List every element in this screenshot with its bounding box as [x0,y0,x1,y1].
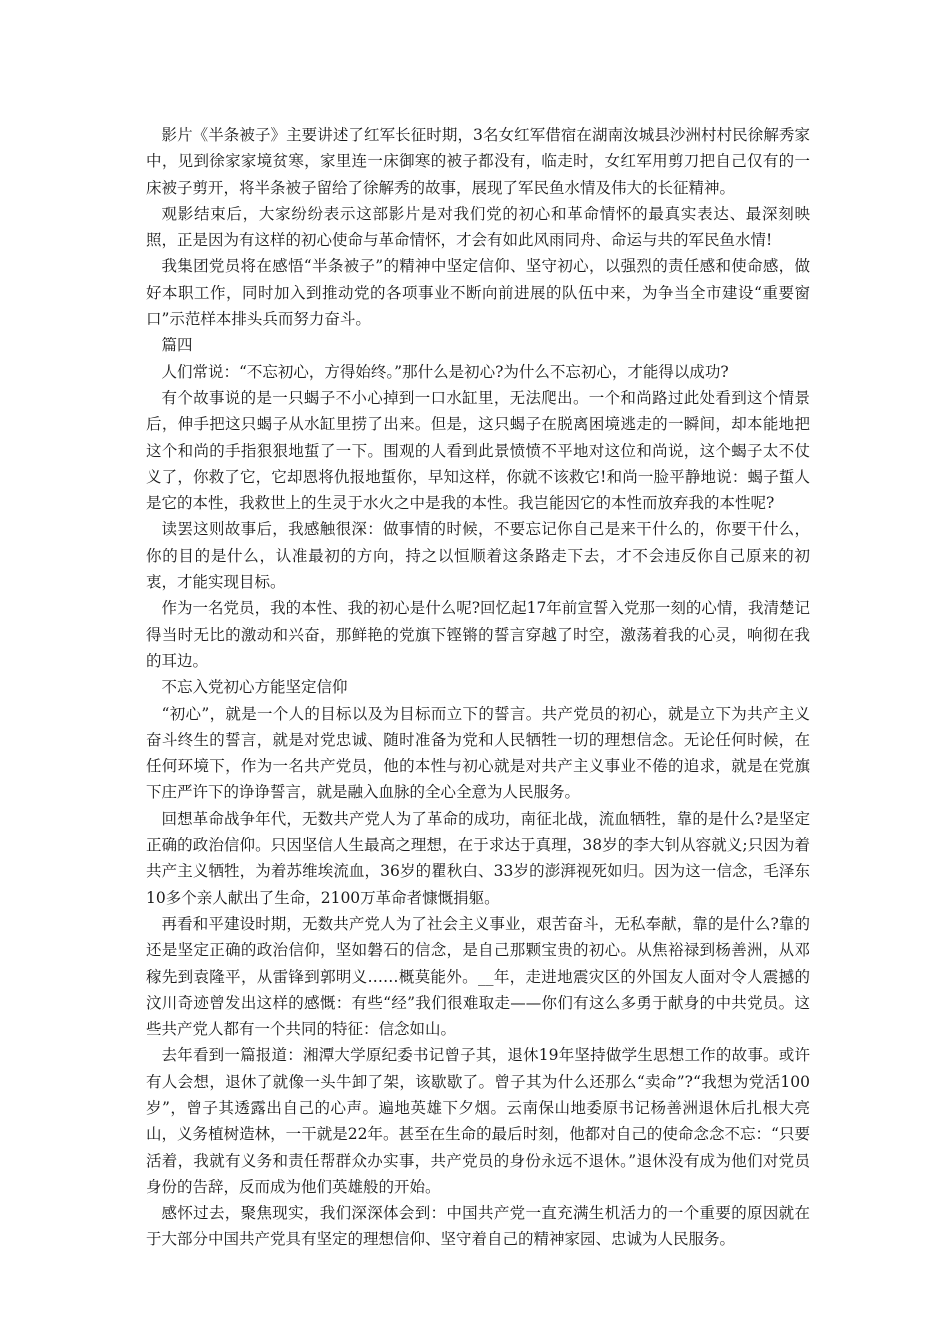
paragraph-film-summary: 影片《半条被子》主要讲述了红军长征时期，3名女红军借宿在湖南汝城县沙洲村村民徐解秀家中，见到徐家家境贫寒，家里连一床御寒的被子都没有，临走时，女红军用剪刀把自己仅有的一床被子剪开，将半条被子留给了徐解秀的故事，展现了军民鱼水情及伟大的长征精神。 [146,126,810,197]
paragraph-party-member: 作为一名党员，我的本性、我的初心是什么呢?回忆起17年前宣誓入党那一刻的心情，我清楚记得当时无比的激动和兴奋，那鲜艳的党旗下铿锵的誓言穿越了时空，激荡着我的心灵，响彻在我的耳边。 [146,599,810,670]
document-body [146,122,810,1253]
paragraph-definition-original-intention: “初心”，就是一个人的目标以及为目标而立下的誓言。共产党员的初心，就是立下为共产主义奋斗终生的誓言，就是对党忠诚、随时准备为党和人民牺牲一切的理想信念。无论任何时候，在任何环境下，作为一名共产党员，他的本性与初心就是对共产主义事业不倦的追求，就是在党旗下庄严许下的诤诤誓言，就是融入血脉的全心全意为人民服务。 [146,704,810,802]
section-heading-part-four: 篇四 [161,336,193,355]
paragraph-after-viewing: 观影结束后，大家纷纷表示这部影片是对我们党的初心和革命情怀的最真实表达、最深刻映照，正是因为有这样的初心使命与革命情怀，才会有如此风雨同舟、命运与共的军民鱼水情! [146,204,810,250]
paragraph-reflection: 读罢这则故事后，我感触很深：做事情的时候，不要忘记你自己是来干什么的，你要干什么，你的目的是什么，认准最初的方向，持之以恒顺着这条路走下去，才不会违反你自己原来的初衷，才能实现目标。 [146,520,810,592]
paragraph-news-report: 去年看到一篇报道：湘潭大学原纪委书记曾子其，退休19年坚持做学生思想工作的故事。或许有人会想，退休了就像一头牛卸了架，该歇歇了。曾子其为什么还那么“卖命”?“我想为党活100岁”，曾子其透露出自己的心声。遍地英雄下夕烟。云南保山地委原书记杨善洲退休后扎根大亮山，义务植树造林，一干就是22年。甚至在生命的最后时刻，他都对自己的使命念念不忘：“只要活着，我就有义务和责任帮群众办实事，共产党员的身份永远不退休。”退休没有成为他们对党员身份的告辞，反而成为他们英雄般的开始。 [146,1046,810,1196]
paragraph-peaceful-construction: 再看和平建设时期，无数共产党人为了社会主义事业，艰苦奋斗，无私奉献，靠的是什么?靠的还是坚定正确的政治信仰，坚如磐石的信念，是自己那颗宝贵的初心。从焦裕禄到杨善洲，从邓稼先到袁隆平，从雷锋到郭明义……概莫能外。__年，走进地震灾区的外国友人面对令人震撼的汶川奇迹曾发出这样的感慨：有些“经”我们很难取走——你们有这么多勇于献身的中共党员。这些共产党人都有一个共同的特征：信念如山。 [146,914,810,1039]
paragraph-original-intention-question: 人们常说：“不忘初心，方得始终。”那什么是初心?为什么不忘初心，才能得以成功? [161,362,729,381]
paragraph-group-members: 我集团党员将在感悟“半条被子”的精神中坚定信仰、坚守初心，以强烈的责任感和使命感，做好本职工作，同时加入到推动党的各项事业不断向前进展的队伍中来，为争当全市建设“重要窗口”示范样本排头兵而努力奋斗。 [146,257,810,329]
section-heading-firm-belief: 不忘入党初心方能坚定信仰 [161,678,348,697]
paragraph-conclusion: 感怀过去，聚焦现实，我们深深体会到：中国共产党一直充满生机活力的一个重要的原因就在于大部分中国共产党具有坚定的理想信仰、坚守着自己的精神家园、忠诚为人民服务。 [146,1204,810,1249]
paragraph-revolutionary-era: 回想革命战争年代，无数共产党人为了革命的成功，南征北战，流血牺牲，靠的是什么?是坚定正确的政治信仰。只因坚信人生最高之理想，在于求达于真理，38岁的李大钊从容就义;只因为着共产主义牺牲，为着苏维埃流血，36岁的瞿秋白、33岁的澎湃视死如归。因为这一信念，毛泽东10多个亲人献出了生命，2100万革命者慷慨捐躯。 [146,809,810,907]
paragraph-scorpion-story: 有个故事说的是一只蝎子不小心掉到一口水缸里，无法爬出。一个和尚路过此处看到这个情景后，伸手把这只蝎子从水缸里捞了出来。但是，这只蝎子在脱离困境逃走的一瞬间，却本能地把这个和尚的手指狠狠地蜇了一下。围观的人看到此景愤愤不平地对这位和尚说，这个蝎子太不仗义了，你救了它，它却恩将仇报地蜇你，早知这样，你就不该救它!和尚一脸平静地说：蝎子蜇人是它的本性，我救世上的生灵于水火之中是我的本性。我岂能因它的本性而放弃我的本性呢? [146,388,810,513]
